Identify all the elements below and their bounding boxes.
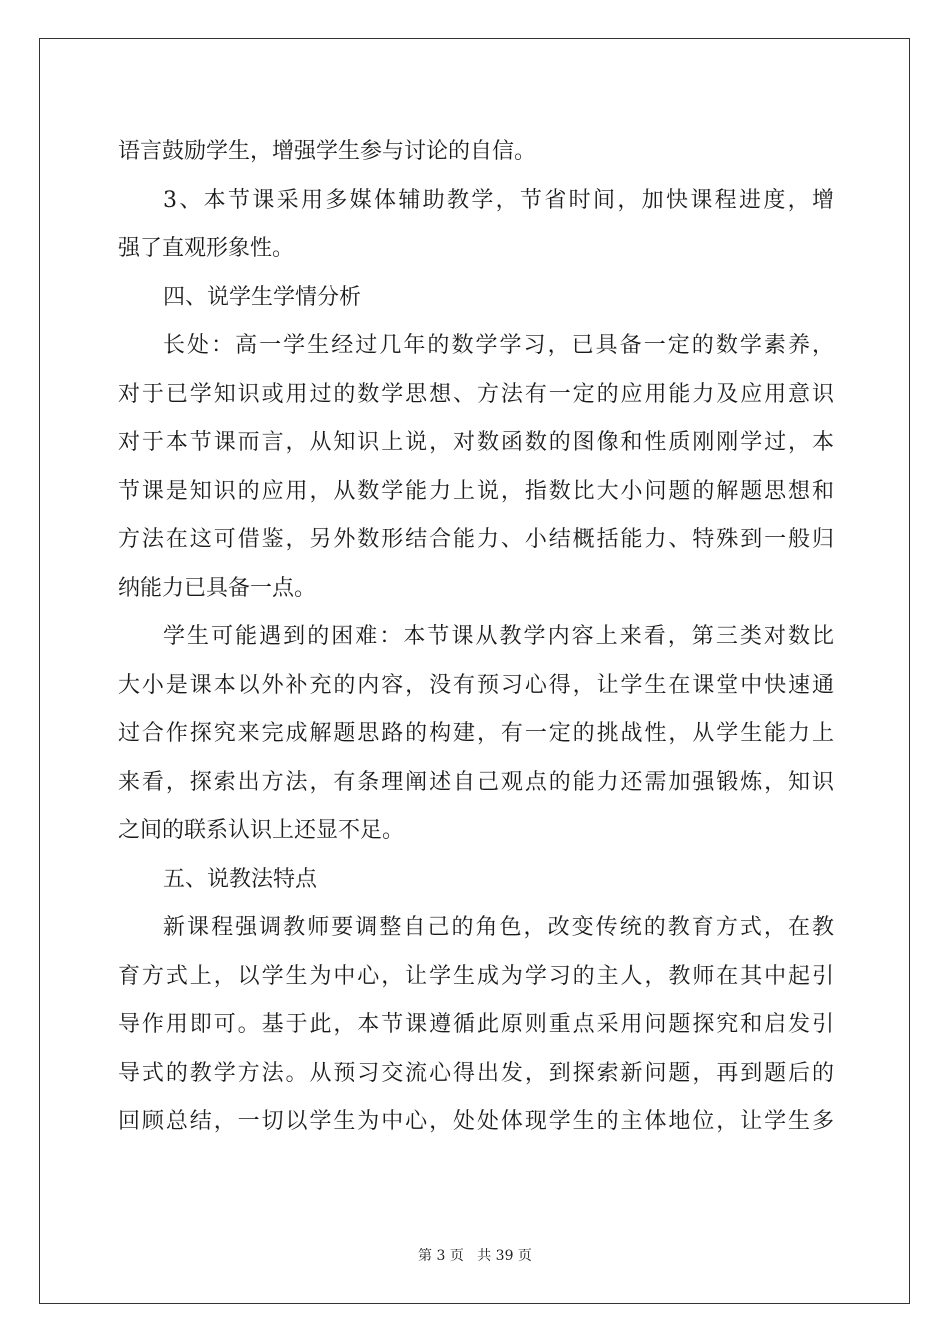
text-line: 长处：高一学生经过几年的数学学习，已具备一定的数学素养，: [163, 333, 834, 358]
text-line: 来看，探索出方法，有条理阐述自己观点的能力还需加强锻炼，知识: [118, 769, 834, 795]
page-number: 第 3 页: [418, 1248, 464, 1264]
text-line: 纳能力已具备一点。: [118, 575, 317, 601]
text-line: 大小是课本以外补充的内容，没有预习心得，让学生在课堂中快速通: [118, 672, 834, 698]
text-line: 节课是知识的应用，从数学能力上说，指数比大小问题的解题思想和: [118, 478, 834, 504]
text-line: 3、本节课采用多媒体辅助教学，节省时间，加快课程进度，增: [163, 187, 834, 213]
text-line: 导作用即可。基于此，本节课遵循此原则重点采用问题探究和启发引: [118, 1012, 834, 1037]
text-line: 新课程强调教师要调整自己的角色，改变传统的教育方式，在教: [163, 915, 834, 940]
text-line: 五、说教法特点: [163, 866, 318, 892]
text-line: 回顾总结，一切以学生为中心，处处体现学生的主体地位，让学生多: [118, 1109, 834, 1134]
total-pages: 共 39 页: [477, 1248, 532, 1264]
text-line: 导式的教学方法。从预习交流心得出发，到探索新问题，再到题后的: [118, 1060, 834, 1086]
text-line: 过合作探究来完成解题思路的构建，有一定的挑战性，从学生能力上: [118, 721, 834, 746]
text-line: 之间的联系认识上还显不足。: [118, 818, 405, 843]
text-line: 语言鼓励学生，增强学生参与讨论的自信。: [118, 139, 537, 164]
document-body: [118, 128, 834, 1147]
page-footer: [0, 1245, 950, 1265]
text-line: 育方式上，以学生为中心，让学生成为学习的主人，教师在其中起引: [118, 963, 834, 989]
text-line: 学生可能遇到的困难：本节课从教学内容上来看，第三类对数比: [163, 624, 834, 649]
text-line: 对于本节课而言，从知识上说，对数函数的图像和性质刚刚学过，本: [118, 430, 834, 455]
text-line: 方法在这可借鉴，另外数形结合能力、小结概括能力、特殊到一般归: [118, 527, 834, 552]
text-line: 强了直观形象性。: [118, 236, 295, 261]
text-line: 对于已学知识或用过的数学思想、方法有一定的应用能力及应用意识: [118, 381, 834, 407]
text-line: 四、说学生学情分析: [163, 284, 362, 310]
